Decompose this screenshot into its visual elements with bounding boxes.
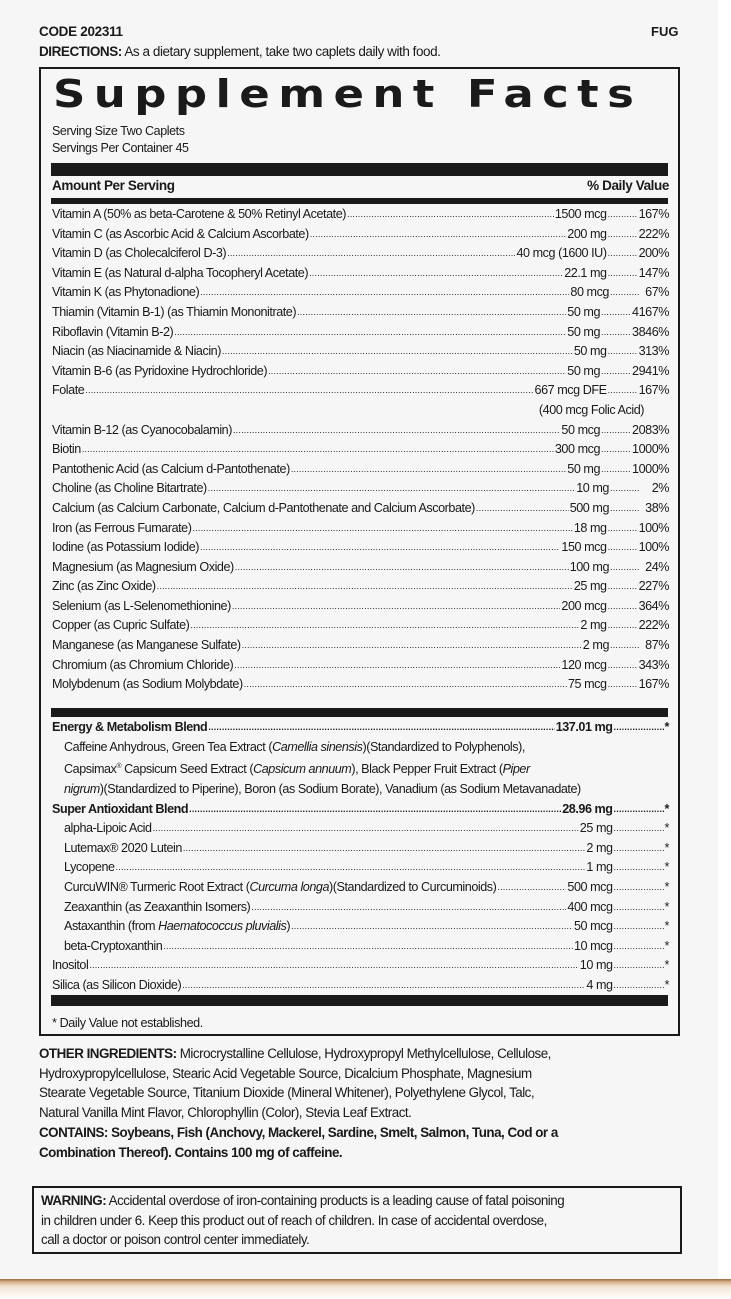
facts-title: Supplement Facts [53, 71, 643, 117]
nutrient-name: Iron (as Ferrous Fumarate) [52, 520, 192, 535]
nutrient-amount: 500 mcg [567, 879, 613, 894]
nutrient-amount: 10 mg [579, 958, 613, 973]
warning-box [32, 1186, 682, 1254]
footnote: * Daily Value not established. [52, 1016, 203, 1030]
blend-item-row [52, 858, 669, 878]
nutrient-row [52, 264, 669, 284]
other-ingredients-line: Stearate Vegetable Source, Titanium Dioxide (Mineral Whitener), Polyethylene Glycol, Talc, [39, 1085, 535, 1101]
nutrient-daily-value: 87% [645, 638, 669, 653]
nutrient-daily-value: * [664, 938, 669, 953]
nutrient-amount: 2 mg [582, 638, 609, 653]
nutrient-daily-value: * [664, 840, 669, 855]
warning-line: Accidental overdose of iron-containing products is a leading cause of fatal poisoning [106, 1193, 565, 1208]
footer-divider [51, 995, 668, 1006]
other-item-row [52, 956, 669, 976]
nutrient-name: Chromium (as Chromium Chloride) [52, 657, 234, 672]
nutrient-amount: 80 mcg [570, 285, 609, 300]
nutrient-amount: 50 mg [567, 363, 601, 378]
nutrient-row [52, 538, 669, 558]
nutrient-row [52, 244, 669, 264]
other-ingredients-line: Hydroxypropylcellulose, Stearic Acid Vegetable Source, Dicalcium Phosphate, Magnesium [39, 1065, 532, 1081]
nutrient-name: Riboflavin (Vitamin B-2) [52, 324, 174, 339]
nutrient-name: Manganese (as Manganese Sulfate) [52, 638, 241, 653]
blend-item-row [52, 898, 669, 918]
nutrient-row [52, 597, 669, 617]
nutrient-row [52, 323, 669, 343]
nutrient-amount: 50 mg [567, 461, 601, 476]
nutrient-amount: 2 mg [586, 840, 613, 855]
nutrient-name: Vitamin B-12 (as Cyanocobalamin) [52, 422, 232, 437]
nutrient-daily-value: 100% [638, 520, 669, 535]
nutrient-amount: 10 mcg [573, 938, 613, 953]
nutrient-amount: 300 mcg [554, 442, 601, 457]
daily-value-header: % Daily Value [587, 178, 669, 193]
nutrient-amount: 1500 mcg [554, 207, 607, 221]
amount-per-serving-header: Amount Per Serving [52, 178, 175, 193]
nutrient-amount: 18 mg [573, 520, 607, 535]
nutrient-daily-value: 313% [638, 344, 669, 359]
nutrient-daily-value: 200% [638, 246, 669, 261]
nutrient-name: Lutemax® 2020 Lutein [64, 840, 182, 855]
nutrient-name: Lycopene [64, 860, 115, 875]
nutrient-daily-value: * [664, 919, 669, 934]
thick-divider [51, 163, 668, 176]
caffeine-statement: Contains 100 mg of caffeine. [174, 1144, 343, 1160]
nutrient-daily-value: 100% [638, 540, 669, 555]
nutrient-name: Pantothenic Acid (as Calcium d-Pantothenate) [52, 461, 290, 476]
nutrient-amount: 2 mg [580, 618, 607, 633]
nutrient-row [52, 303, 669, 323]
nutrient-name: alpha-Lipoic Acid [64, 821, 152, 836]
nutrient-name: CurcuWIN® Turmeric Root Extract (Curcuma longa)(Standardized to Curcuminoids) [64, 879, 497, 894]
nutrient-row [52, 205, 669, 225]
nutrient-amount: 50 mg [567, 324, 601, 339]
energy-blend-desc-1: Caffeine Anhydrous, Green Tea Extract (Camellia sinensis)(Standardized to Polyphenols), [64, 739, 525, 754]
nutrient-daily-value: * [664, 977, 669, 992]
medium-divider [51, 198, 668, 204]
nutrient-row [52, 675, 669, 695]
blend-item-row [52, 917, 669, 937]
blend-section [52, 718, 669, 996]
nutrient-name: Silica (as Silicon Dioxide) [52, 977, 182, 992]
warning-line: in children under 6. Keep this product out of reach of children. In case of accidental overdose, [41, 1212, 547, 1228]
nutrient-row [52, 519, 669, 539]
nutrient-amount: 50 mg [567, 304, 601, 319]
antioxidant-blend-amount: 28.96 mg [562, 801, 613, 816]
antioxidant-blend-row [52, 800, 669, 820]
blend-item-row [52, 878, 669, 898]
nutrient-name: Zeaxanthin (as Zeaxanthin Isomers) [64, 899, 251, 914]
warning-line: call a doctor or poison control center immediately. [41, 1232, 310, 1248]
servings-per-container: Servings Per Container 45 [52, 141, 189, 155]
nutrient-daily-value: 343% [638, 657, 669, 672]
supplement-facts-panel [39, 67, 680, 1036]
nutrient-row [52, 440, 669, 460]
other-item-row [52, 976, 669, 996]
nutrient-daily-value: 2083% [632, 422, 669, 437]
nutrient-amount: 4 mg [586, 977, 613, 992]
nutrient-amount: 75 mcg [567, 677, 607, 692]
nutrient-amount: 25 mg [579, 821, 613, 836]
blend-item-row [52, 937, 669, 957]
nutrient-daily-value: * [664, 860, 669, 875]
blend-item-row [52, 819, 669, 839]
nutrient-name: Iodine (as Potassium Iodide) [52, 540, 200, 555]
nutrient-row [52, 362, 669, 382]
other-ingredients [39, 1044, 689, 1162]
other-items [52, 956, 669, 995]
energy-blend-desc-2: Capsimax® Capsicum Seed Extract (Capsicum annuum), Black Pepper Fruit Extract (Piper [64, 762, 530, 777]
nutrient-daily-value: 2941% [632, 363, 669, 378]
nutrient-name: Calcium (as Calcium Carbonate, Calcium d-Pantothenate and Calcium Ascorbate) [52, 500, 475, 515]
panel-shadow [0, 1279, 731, 1299]
nutrient-row [52, 381, 669, 401]
nutrient-daily-value: 1000% [632, 442, 669, 457]
warning-label: WARNING: [41, 1193, 107, 1208]
serving-size: Serving Size Two Caplets [52, 124, 185, 138]
nutrient-name: Copper (as Cupric Sulfate) [52, 618, 190, 633]
nutrient-daily-value: * [664, 879, 669, 894]
nutrient-name: Inositol [52, 958, 89, 973]
nutrient-daily-value: 167% [638, 207, 669, 221]
energy-blend-amount: 137.01 mg [555, 720, 613, 734]
nutrient-name: Vitamin E (as Natural d-alpha Tocopheryl Acetate) [52, 265, 309, 280]
nutrient-amount: 22.1 mg [564, 265, 607, 280]
nutrient-name: Choline (as Choline Bitartrate) [52, 481, 207, 496]
contains-allergens-cont: Combination Thereof). [39, 1144, 172, 1160]
nutrient-name: Molybdenum (as Sodium Molybdate) [52, 677, 243, 692]
energy-blend-row [52, 718, 669, 738]
directions [39, 44, 440, 59]
nutrient-daily-value: 24% [645, 559, 669, 574]
nutrient-amount: 50 mcg [573, 919, 613, 934]
nutrient-name: Vitamin K (as Phytonadione) [52, 285, 200, 300]
energy-blend-desc-3: nigrum)(Standardized to Piperine), Boron (as Sodium Borate), Vanadium (as Sodium Metavanadate) [64, 781, 581, 796]
antioxidant-blend-name: Super Antioxidant Blend [52, 801, 189, 816]
nutrient-name: Vitamin A (50% as beta-Carotene & 50% Retinyl Acetate) [52, 207, 346, 221]
nutrient-amount: 100 mg [569, 559, 609, 574]
nutrient-row [52, 499, 669, 519]
energy-blend-dv: * [664, 720, 669, 734]
nutrient-row [52, 656, 669, 676]
other-ingredients-line: Microcrystalline Cellulose, Hydroxypropyl Methylcellulose, Cellulose, [176, 1046, 551, 1061]
nutrient-daily-value: 1000% [632, 461, 669, 476]
nutrient-name: Vitamin B-6 (as Pyridoxine Hydrochloride) [52, 363, 268, 378]
nutrient-daily-value: 67% [645, 285, 669, 300]
nutrient-row [52, 421, 669, 441]
nutrient-row [52, 616, 669, 636]
nutrient-amount: 50 mcg [561, 422, 601, 437]
product-code: CODE 202311 [39, 24, 123, 39]
energy-blend-name: Energy & Metabolism Blend [52, 720, 208, 734]
nutrient-row [52, 558, 669, 578]
nutrient-daily-value: 4167% [632, 304, 669, 319]
nutrient-amount: 150 mcg [561, 540, 607, 555]
nutrient-daily-value: 227% [638, 579, 669, 594]
nutrient-daily-value: 3846% [632, 324, 669, 339]
nutrient-name: Biotin [52, 442, 81, 457]
nutrient-name: Zinc (as Zinc Oxide) [52, 579, 156, 594]
nutrient-amount: 200 mg [567, 226, 607, 241]
nutrient-amount: 40 mcg (1600 IU) [516, 246, 607, 261]
directions-label: DIRECTIONS: [39, 44, 122, 59]
other-ingredients-line: Natural Vanilla Mint Flavor, Chlorophyllin (Color), Stevia Leaf Extract. [39, 1105, 412, 1121]
nutrient-amount: 400 mcg [567, 899, 613, 914]
nutrient-daily-value: 38% [645, 500, 669, 515]
blend-divider [51, 708, 668, 717]
nutrient-row [52, 636, 669, 656]
nutrient-amount: 10 mg [576, 481, 609, 496]
corner-mark: FUG [651, 24, 679, 39]
nutrient-row [52, 225, 669, 245]
nutrient-daily-value: 167% [638, 677, 669, 692]
nutrient-name: Niacin (as Niacinamide & Niacin) [52, 344, 221, 359]
nutrient-list [52, 205, 669, 695]
nutrient-daily-value: * [664, 899, 669, 914]
nutrient-row [52, 342, 669, 362]
nutrient-daily-value: 147% [638, 265, 669, 280]
other-ingredients-label: OTHER INGREDIENTS: [39, 1046, 177, 1061]
nutrient-daily-value: 167% [638, 383, 669, 398]
nutrient-row [52, 283, 669, 303]
nutrient-daily-value: * [664, 958, 669, 973]
antioxidant-blend-dv: * [664, 801, 669, 816]
contains-allergens: CONTAINS: Soybeans, Fish (Anchovy, Mackerel, Sardine, Smelt, Salmon, Tuna, Cod or a [39, 1124, 558, 1140]
nutrient-name: Folate [52, 383, 85, 398]
nutrient-amount: 120 mcg [561, 657, 607, 672]
nutrient-amount: 667 mcg DFE [534, 383, 607, 398]
nutrient-amount: 500 mg [569, 500, 609, 515]
nutrient-name: beta-Cryptoxanthin [64, 938, 163, 953]
nutrient-note: (400 mcg Folic Acid) [538, 402, 644, 417]
nutrient-daily-value: * [664, 821, 669, 836]
nutrient-name: Magnesium (as Magnesium Oxide) [52, 559, 234, 574]
column-headers [52, 178, 669, 193]
nutrient-name: Vitamin D (as Cholecalciferol D-3) [52, 246, 227, 261]
nutrient-name: Vitamin C (as Ascorbic Acid & Calcium Ascorbate) [52, 226, 309, 241]
nutrient-row [52, 460, 669, 480]
nutrient-amount: 1 mg [586, 860, 613, 875]
antioxidant-items [52, 819, 669, 956]
nutrient-amount: 200 mcg [561, 598, 607, 613]
nutrient-name: Thiamin (Vitamin B-1) (as Thiamin Mononitrate) [52, 304, 297, 319]
nutrient-daily-value: 222% [638, 618, 669, 633]
nutrient-row [52, 479, 669, 499]
nutrient-amount: 25 mg [573, 579, 607, 594]
nutrient-amount: 50 mg [573, 344, 607, 359]
nutrient-name: Selenium (as L-Selenomethionine) [52, 598, 231, 613]
nutrient-daily-value: 222% [638, 226, 669, 241]
blend-item-row [52, 839, 669, 859]
nutrient-daily-value: 364% [638, 598, 669, 613]
nutrient-row [52, 577, 669, 597]
nutrient-daily-value: 2% [651, 481, 669, 496]
nutrient-name: Astaxanthin (from Haematococcus pluvialis) [64, 919, 291, 934]
directions-text: As a dietary supplement, take two caplets daily with food. [121, 44, 441, 59]
